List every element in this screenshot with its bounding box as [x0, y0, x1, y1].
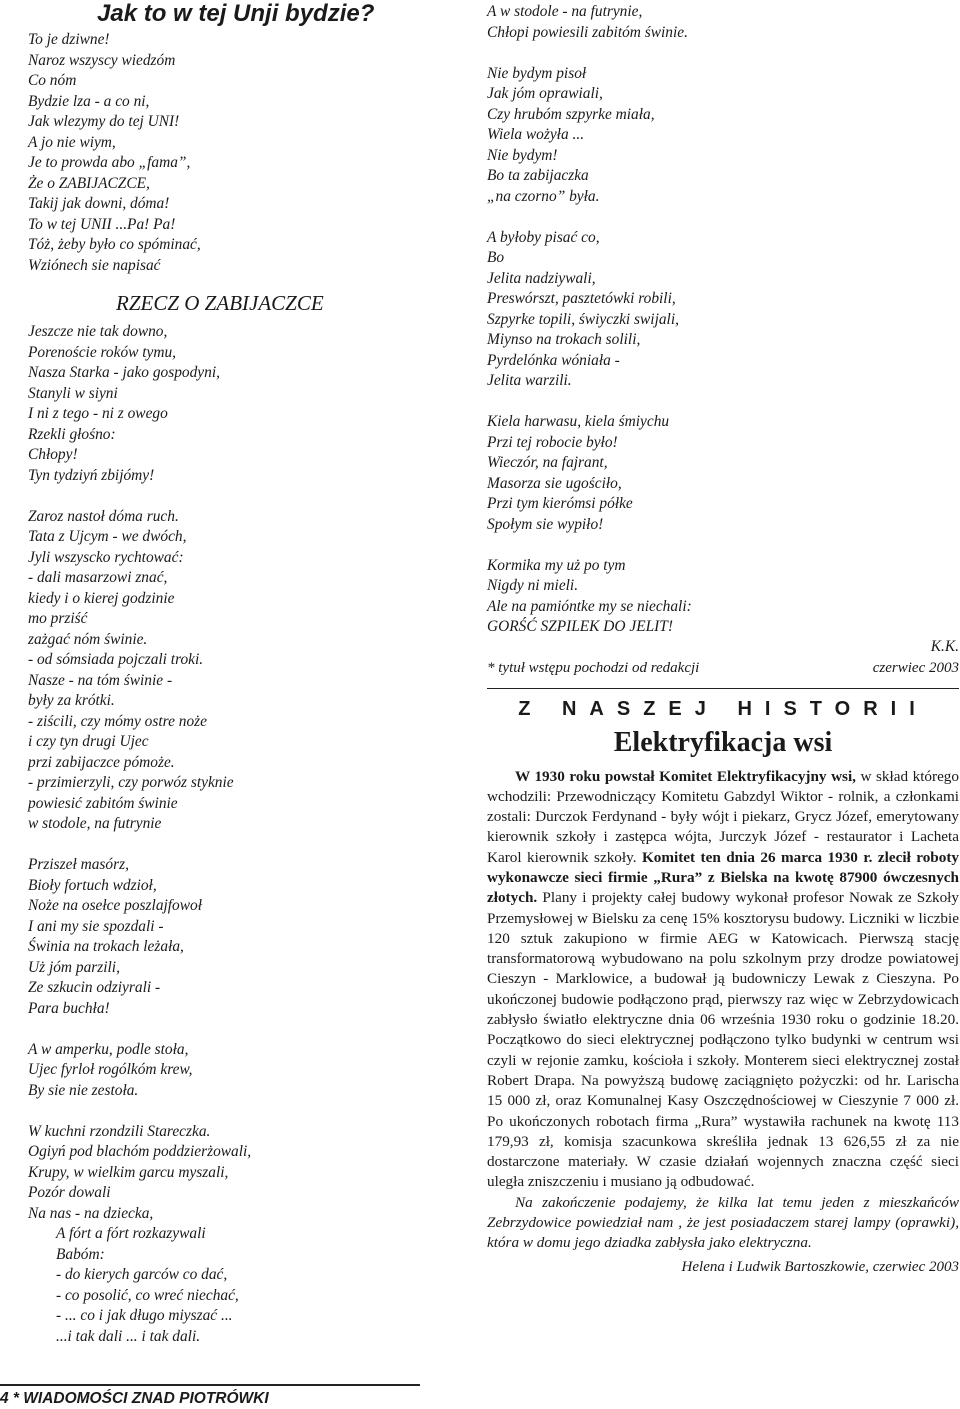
poem-line: I ani my sie spozdali - — [28, 917, 164, 935]
poem-intro — [28, 30, 458, 276]
poem-line: Pozór dowali — [28, 1184, 111, 1201]
article-text: Plany i projekty całej budowy wykonał profesor Nowak ze Szkoły Przemysłowej w Bielsku za cenę 15% kosztorysu budowy. Liczniki w liczbie 120 sztuk zakupiono w firmie AEG w Katowicach. Pierwszą stację transformatorową wybudowano na polu szkolnym przy drodze powiatowej Cieszyn - Marklowice, a budował ją budowniczy Lewak z Cieszyna. Po ukończonej budowie podłączono prąd, pierwszy raz więc w Zebrzydowicach zabłysło światło elektryczne dnia 06 września 1930 roku o godzinie 18.20. Początkowo do sieci elektrycznej podłączono tylko budynki w centrum wsi czyli w rejonie zamku, kościoła i szkoły. Monterem sieci elektrycznej został Robert Drapa. Na powyższą budowę zaciągnięto pożyczki: od hr. Larischa 15 000 zł, oraz Komunalnej Kasy Oszczędnościowej w Cieszynie 7 000 zł. Po ukończonych robotach firma „Rura” wystawiła rachunek na kwotę 113 179,93 zł, komisja szacunkowa skreśliła jednak 13 626,55 zł za nie dostarczone materiały. W czasie działań wojennych znaczna część sieci uległa zniszczeniu i musiano ją odbudować. — [487, 889, 959, 1191]
poem-line: i czy tyn drugi Ujec — [28, 733, 149, 750]
footer-rule — [0, 1384, 420, 1386]
poem-line: Jyli wszyscko rychtować: — [28, 548, 184, 566]
poem-author: K.K. — [930, 637, 959, 655]
poem-line: Babóm: — [56, 1245, 105, 1263]
article-closing-paragraph: Na zakończenie podajemy, że kilka lat temu jeden z mieszkańców Zebrzydowice powiedział nam , że jest posiadaczem starej lampy (oprawki), która w domu jego dziadka zabłysła jako elektryczna. — [487, 1193, 959, 1252]
footnote-row — [487, 658, 959, 678]
poem-line: Czy hrubóm szpyrke miała, — [487, 105, 655, 123]
poem-line: Bioły fortuch wdzioł, — [28, 876, 157, 894]
poem-line: Wiela wożyła ... — [487, 126, 585, 143]
poem-line: Chłopi powiesili zabitóm świnie. — [487, 23, 688, 41]
poem-line: To w tej UNII ...Pa! Pa! — [28, 215, 176, 233]
poem-line: kiedy i o kierej godzinie — [28, 589, 175, 607]
poem-line: Prziszeł masórz, — [28, 856, 129, 873]
poem-line: Jak jóm oprawiali, — [487, 85, 603, 102]
poem-author-row — [487, 638, 959, 658]
right-column — [487, 2, 959, 1277]
section-heading: RZECZ O ZABIJACZCE — [116, 291, 324, 315]
poem-line: A byłoby pisać co, — [487, 228, 600, 246]
poem-stanza — [28, 1122, 458, 1348]
poem-line: Nie bydym! — [487, 146, 558, 164]
article-text: w skład którego wchodzili: Przewodniczący Komitetu Gabzdyl Wiktor - rolnik, a członkami zostali: Durczok Ferdynand - były wójt i piekarz, Grycz Józef, emerytowany kierownik szkoły i zastępca wójta, Jurczyk Józef - restaurator i Lacheta Karol kierownik szkoły. — [487, 767, 959, 866]
poem-line: Uż jóm parzili, — [28, 958, 120, 976]
poem-line: Wziónech sie napisać — [28, 256, 161, 274]
poem-stanza — [487, 556, 959, 638]
poem-line: były za krótki. — [28, 692, 115, 709]
poem-line: Miynso na trokach solili, — [487, 331, 641, 348]
poem-line: Je to prowda abo „fama”, — [28, 154, 191, 171]
poem-line: A w amperku, podle stoła, — [28, 1040, 189, 1058]
poem-line: Krupy, w wielkim garcu myszali, — [28, 1163, 229, 1181]
poem-line: Nigdy ni mieli. — [487, 577, 579, 594]
history-heading: Z NASZEJ HISTORII — [518, 697, 928, 720]
poem-line: Kormika my uż po tym — [487, 556, 626, 574]
poem-line: Tóż, żeby było co spóminać, — [28, 236, 201, 253]
left-column — [28, 30, 458, 1347]
poem-line: Rzekli głośno: — [28, 425, 116, 443]
poem-line: Noże na osełce poszlajfowoł — [28, 897, 202, 914]
poem-line: powiesić zabitóm świnie — [28, 794, 178, 812]
poem-line: Szpyrke topili, świyczki swijali, — [487, 310, 679, 328]
poem-stanza — [487, 64, 959, 208]
poem-line: przi zabijaczce pómoże. — [28, 753, 175, 771]
poem-line: Jak wlezymy do tej UNI! — [28, 113, 180, 130]
poem-line: Na nas - na dziecka, — [28, 1204, 154, 1222]
poem-line: Przi tej robocie było! — [487, 433, 618, 451]
poem-line: Bo — [487, 249, 505, 266]
section-divider — [487, 688, 959, 689]
poem-line: Masorza sie ugościło, — [487, 474, 622, 492]
poem-stanza — [487, 228, 959, 392]
poem-title: Jak to w tej Unji bydzie? — [97, 0, 375, 27]
poem-line: Jeszcze nie tak downo, — [28, 323, 168, 340]
poem-line: Bo ta zabijaczka — [487, 167, 589, 184]
poem-line: ...i tak dali ... i tak dali. — [56, 1327, 201, 1345]
poem-line: Ogiyń pod blachóm poddzierżowali, — [28, 1143, 252, 1160]
poem-line: Nasza Starka - jako gospodyni, — [28, 364, 220, 381]
poem-line: Ze szkucin odziyrali - — [28, 979, 161, 996]
poem-line: Społym sie wypiło! — [487, 515, 604, 533]
poem-line: A jo nie wiym, — [28, 133, 116, 151]
poem-line: A fórt a fórt rozkazywali — [56, 1225, 206, 1242]
poem-line: GORŚĆ SZPILEK DO JELIT! — [487, 618, 673, 635]
poem-line: W kuchni rzondzili Stareczka. — [28, 1122, 211, 1140]
poem-line: Stanyli w siyni — [28, 384, 118, 402]
poem-line: To je dziwne! — [28, 31, 110, 48]
poem-line: Nasze - na tóm świnie - — [28, 671, 173, 689]
poem-line: - od sómsiada pojczali troki. — [28, 651, 204, 668]
poem-line: Porenoście roków tymu, — [28, 343, 177, 361]
poem-line: Co nóm — [28, 72, 77, 89]
poem-line: w stodole, na futrynie — [28, 815, 162, 832]
poem-line: Chłopy! — [28, 446, 78, 463]
poem-line: Tyn tydziyń zbijómy! — [28, 466, 155, 484]
article-title: Elektryfikacja wsi — [613, 726, 833, 758]
poem-line: „na czorno” była. — [487, 187, 600, 205]
poem-line: Jelita nadziywali, — [487, 269, 596, 287]
poem-line: Przi tym kierómsi półke — [487, 495, 633, 512]
poem-line: Takij jak downi, dóma! — [28, 195, 170, 212]
poem-line: - ... co i jak długo miyszać ... — [56, 1307, 233, 1324]
poem-line: Pyrdelónka wóniała - — [487, 351, 620, 369]
poem-line: By sie nie zestoła. — [28, 1081, 139, 1099]
poem-line: Ujec fyrloł rogólkóm krew, — [28, 1061, 193, 1078]
poem-line: Ale na pamióntke my se niechali: — [487, 597, 692, 615]
poem-date: czerwiec 2003 — [872, 659, 959, 676]
poem-line: Nie bydym pisoł — [487, 64, 587, 82]
poem-line: Preswórszt, pasztetówki robili, — [487, 290, 676, 307]
article-signature: Helena i Ludwik Bartoszkowie, czerwiec 2003 — [681, 1258, 959, 1275]
poem-line: Świnia na trokach leżała, — [28, 938, 184, 955]
poem-line: I ni z tego - ni z owego — [28, 405, 168, 422]
poem-stanza — [28, 507, 458, 835]
poem-line: - przimierzyli, czy porwóz styknie — [28, 774, 234, 791]
poem-stanza — [487, 2, 959, 43]
poem-line: Wieczór, na fajrant, — [487, 454, 608, 471]
footnote: * tytuł wstępu pochodzi od redakcji — [487, 659, 700, 676]
article-bold-contract: Komitet ten dnia 26 marca 1930 r. zlecił roboty wykonawcze sieci firmie „Rura” z Bielska na kwotę 87900 ówczesnych złotych. — [487, 848, 959, 907]
poem-line: Kiela harwasu, kiela śmiychu — [487, 413, 670, 430]
poem-line: Tata z Ujcym - we dwóch, — [28, 528, 187, 545]
poem-line: Że o ZABIJACZCE, — [28, 174, 150, 192]
poem-line: A w stodole - na futrynie, — [487, 3, 643, 20]
poem-line: zażgać nóm świnie. — [28, 630, 148, 648]
poem-stanza — [28, 855, 458, 1019]
poem-line: - co posolić, co wreć niechać, — [56, 1286, 239, 1304]
poem-line: - dali masarzowi znać, — [28, 569, 168, 586]
poem-line: - ziścili, czy mómy ostre noże — [28, 712, 207, 730]
poem-line: mo prziść — [28, 610, 88, 627]
poem-line: Naroz wszyscy wiedzóm — [28, 51, 176, 69]
poem-stanza — [28, 1040, 458, 1102]
article-paragraph — [487, 767, 959, 1193]
poem-line: - do kierych garców co dać, — [56, 1266, 228, 1283]
poem-stanza — [28, 322, 458, 486]
poem-line: Para buchła! — [28, 999, 110, 1017]
poem-line: Zaroz nastoł dóma ruch. — [28, 507, 179, 525]
page-footer: 4 * WIADOMOŚCI ZNAD PIOTRÓWKI — [0, 1390, 269, 1407]
poem-line: Jelita warzili. — [487, 372, 572, 389]
article-bold-lead: W 1930 roku powstał Komitet Elektryfikacyjny wsi, — [515, 767, 856, 785]
poem-line: Bydzie lza - a co ni, — [28, 92, 150, 110]
poem-stanza — [487, 412, 959, 535]
